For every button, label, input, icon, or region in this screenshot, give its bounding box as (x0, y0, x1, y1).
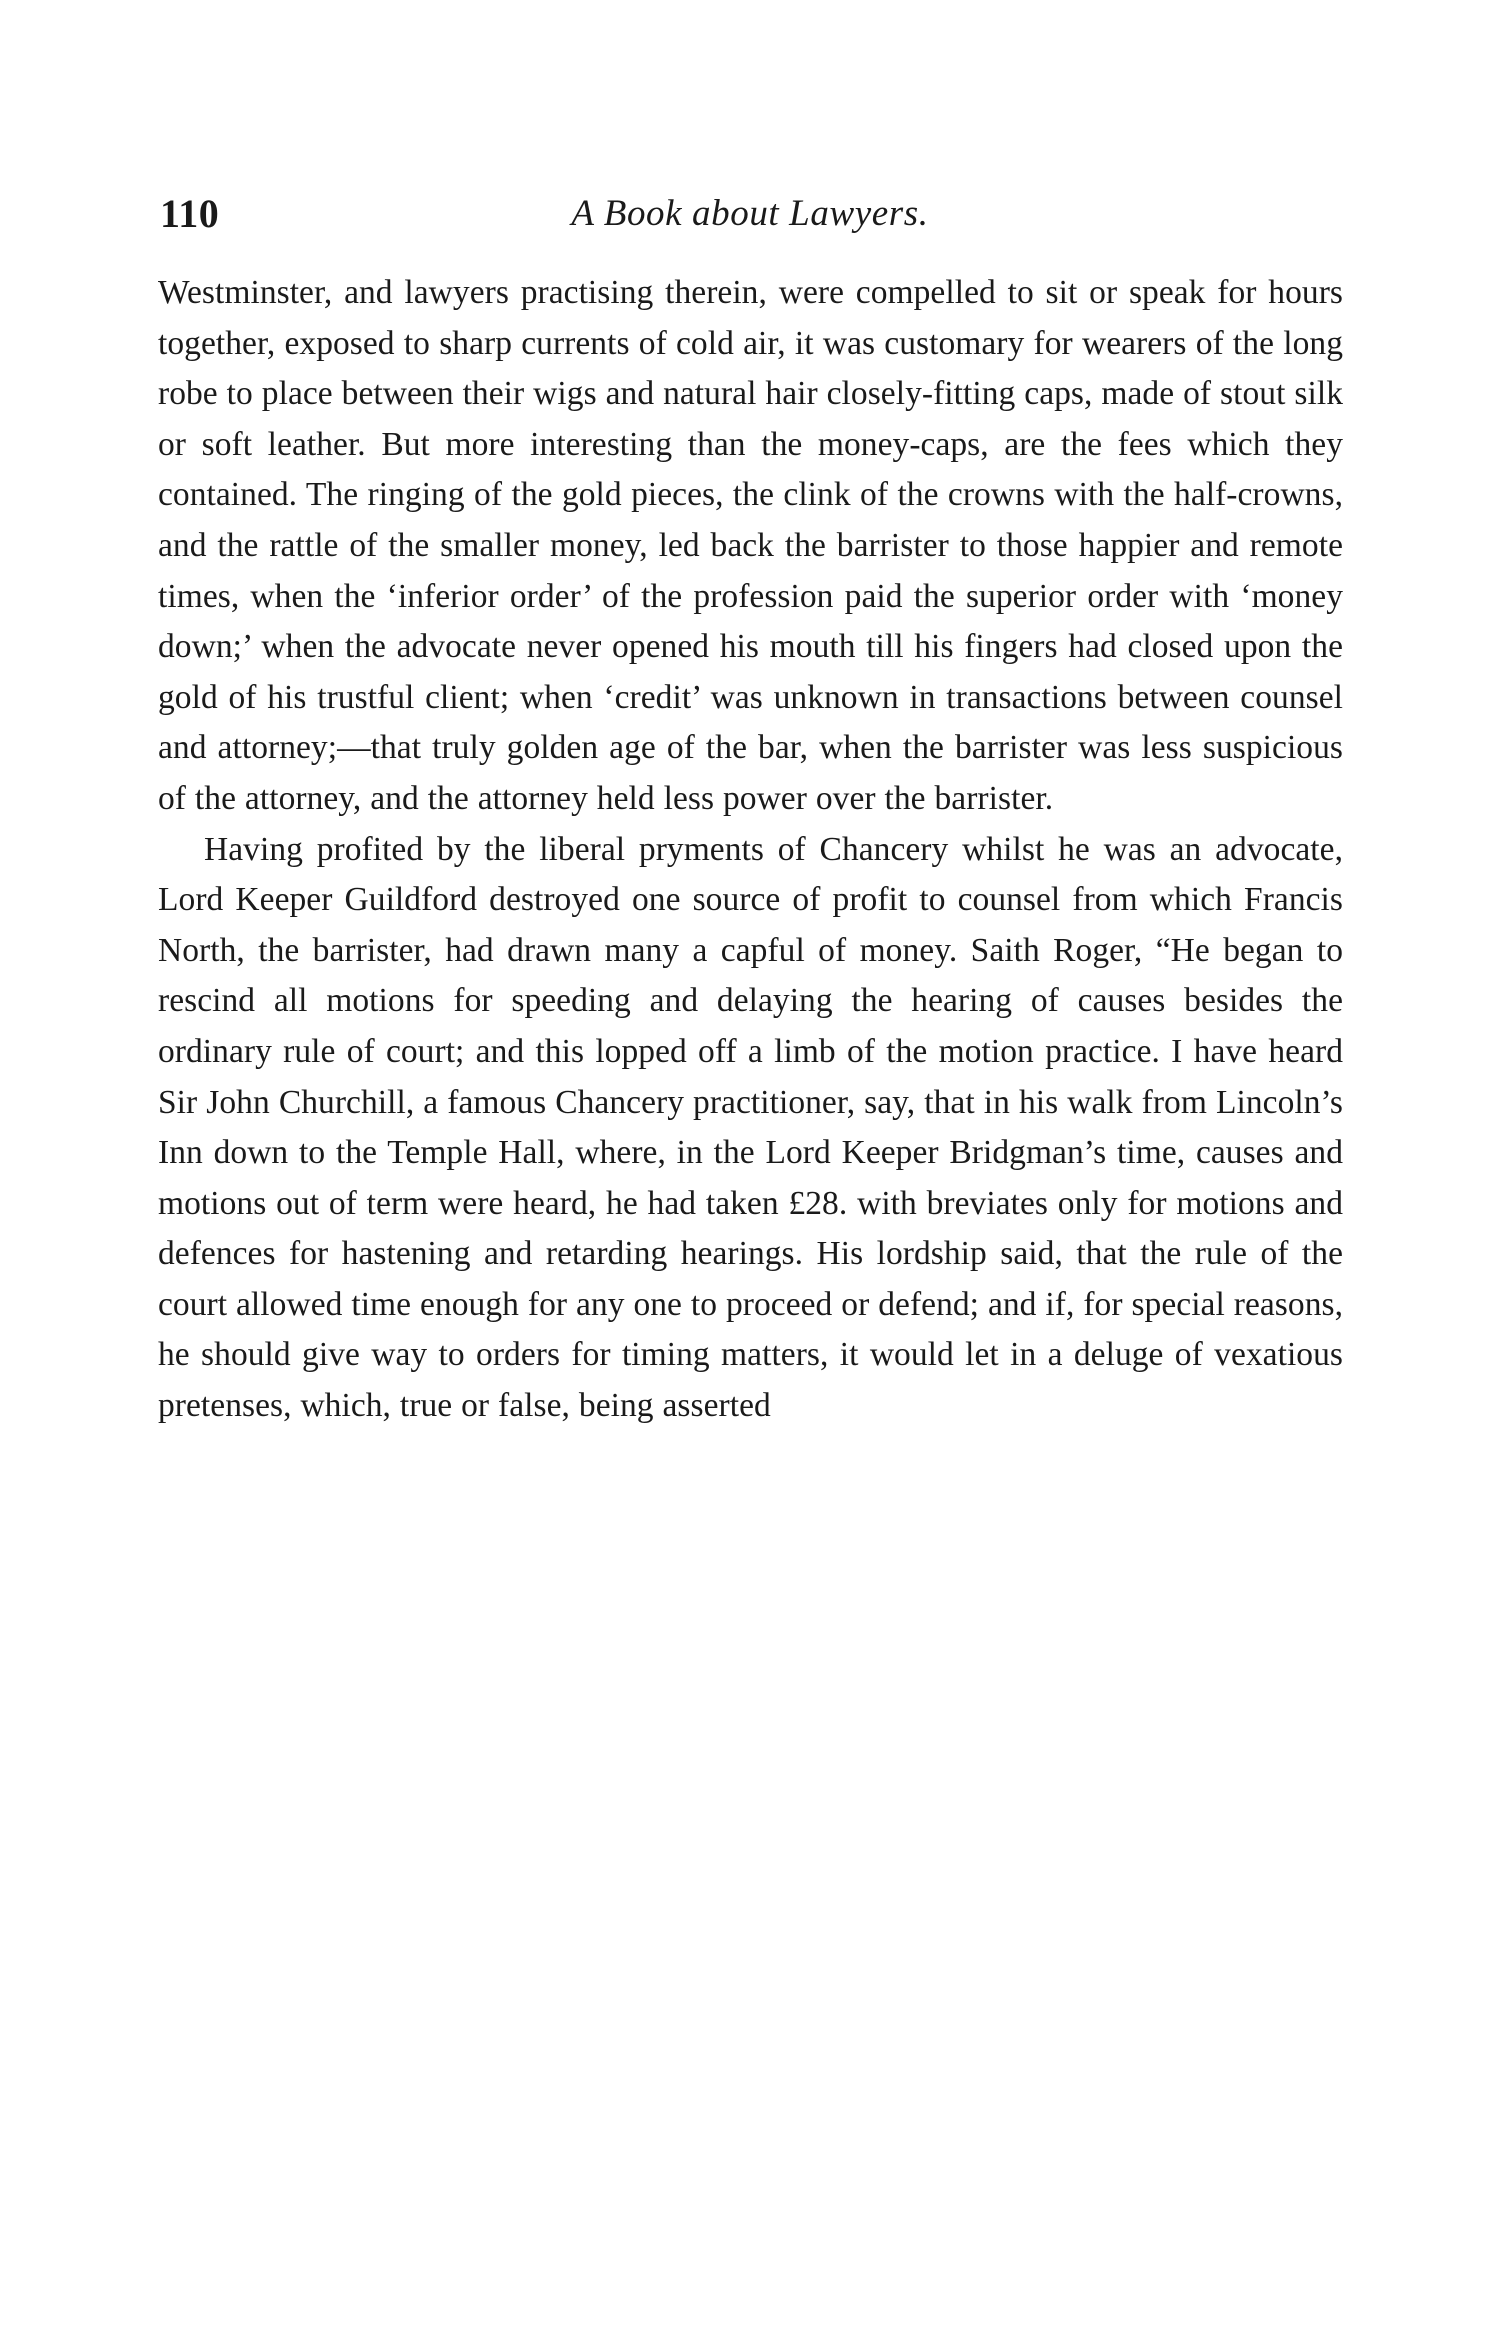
page-header (160, 190, 1340, 242)
running-title: A Book about Lawyers. (571, 193, 929, 234)
paragraph-2 (158, 825, 1343, 1432)
paragraph-2-text: Having profited by the liberal pryments of Chancery whilst he was an advocate, Lord Keeper Guildford destroyed one source of profit to counsel from which Francis North, the barrister, had drawn many a capful of money. Saith Roger, “He began to rescind all motions for speeding and delaying the hearing of causes besides the ordinary rule of court; and this lopped off a limb of the motion practice. I have heard Sir John Churchill, a famous Chancery practitioner, say, that in his walk from Lincoln’s Inn down to the Temple Hall, where, in the Lord Keeper Bridgman’s time, causes and motions out of term were heard, he had taken £28. with breviates only for motions and defences for hastening and retarding hearings. His lordship said, that the rule of the court allowed time enough for any one to proceed or defend; and if, for special reasons, he should give way to orders for timing matters, it would let in a deluge of vexatious pretenses, which, true or false, being asserted (158, 830, 1343, 1425)
paragraph-1: Westminster, and lawyers practising therein, were compelled to sit or speak for hours together, exposed to sharp currents of cold air, it was customary for wearers of the long robe to place between their wigs and natural hair closely-fitting caps, made of stout silk or soft leather. But more interesting than the money-caps, are the fees which they contained. The ringing of the gold pieces, the clink of the crowns with the half-crowns, and the rattle of the smaller money, led back the barrister to those happier and remote times, when the ‘inferior order’ of the profession paid the superior order with ‘money down;’ when the advocate never opened his mouth till his fingers had closed upon the gold of his trustful client; when ‘credit’ was unknown in transactions between counsel and attorney;—that truly golden age of the bar, when the barrister was less suspicious of the attorney, and the attorney held less power over the barrister. (158, 274, 1343, 817)
page-number: 110 (160, 191, 220, 236)
body-text (158, 268, 1343, 1432)
